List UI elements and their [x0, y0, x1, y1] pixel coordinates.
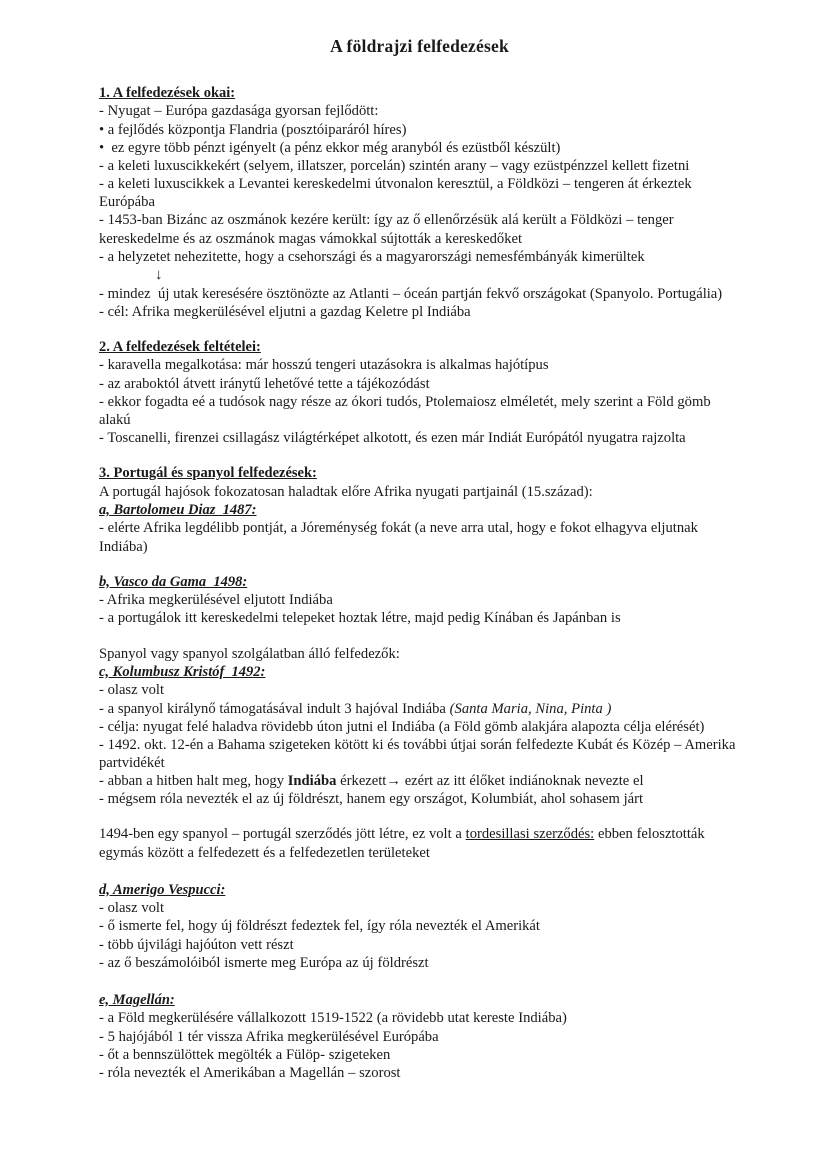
- body-line: - elérte Afrika legdélibb pontját, a Jóreménység fokát (a neve arra utal, hogy e fokot elhagyva eljutnak Indiába): [99, 520, 702, 555]
- subsection-heading-vespucci: d, Amerigo Vespucci:: [99, 881, 226, 898]
- treaty-prefix: 1494-ben egy spanyol – portugál szerződés jött létre, ez volt a: [99, 826, 466, 843]
- section-heading: 3. Portugál és spanyol felfedezések:: [99, 465, 317, 482]
- body-line: - Toscanelli, firenzei csillagász világtérképet alkotott, és ezen már Indiát Európától nyugatra rajzolta: [99, 430, 686, 447]
- body-line: - a keleti luxuscikkek a Levantei kereskedelmi útvonalon keresztül, a Földközi – tengeren át érkeztek Európába: [99, 176, 696, 211]
- body-line: - a Föld megkerülésére vállalkozott 1519-1522 (a rövidebb utat kereste Indiába): [99, 1010, 567, 1027]
- subsection-spacer: [99, 556, 740, 573]
- subsection-spacer: [99, 972, 740, 991]
- section-okai: [99, 84, 740, 321]
- subsection-heading-gama: b, Vasco da Gama 1498:: [99, 573, 248, 590]
- treaty-paragraph: [99, 825, 740, 861]
- body-line: - ő ismerte fel, hogy új földrészt fedeztek fel, így róla nevezték el Amerikát: [99, 918, 540, 935]
- body-line: - Afrika megkerülésével eljutott Indiába: [99, 592, 333, 609]
- bullet-line: • ez egyre több pénzt igényelt (a pénz ekkor még aranyból és ezüstből készült): [99, 139, 561, 156]
- line-prefix: - abban a hitben halt meg, hogy: [99, 773, 288, 790]
- subsection-spacer: [99, 628, 740, 645]
- down-arrow-icon: ↓: [155, 266, 163, 283]
- emphasis-indiaba: Indiába: [287, 773, 337, 790]
- paragraph-spacer: [99, 808, 740, 825]
- line-prefix: - a spanyol királynő támogatásával indult 3 hajóval Indiába: [99, 700, 450, 717]
- body-line: - ekkor fogadta eé a tudósok nagy része az ókori tudós, Ptolemaiosz elméletét, mely szerint a Föld gömb alakú: [99, 393, 715, 428]
- section-spacer: [99, 447, 740, 464]
- body-line: - az ő beszámolóiból ismerte meg Európa az új földrészt: [99, 954, 429, 971]
- body-line: - az araboktól átvett iránytű lehetővé tette a tájékozódást: [99, 375, 430, 392]
- line-suffix: érkezett→ ezért az itt élőket indiánoknak nevezte el: [336, 773, 644, 790]
- body-line: - 1453-ban Bizánc az oszmánok kezére került: így az ő ellenőrzésük alá került a Földközi – tenger kereskedelme és az oszmánok magas vámokkal sújtották a kereskedőket: [99, 212, 678, 247]
- body-line: - róla nevezték el Amerikában a Magellán – szorost: [99, 1064, 401, 1081]
- treaty-suffix: ebben felosztották egymás között a felfedezett és a felfedezetlen területeket: [99, 826, 709, 861]
- ship-names-italic: (Santa Maria, Nina, Pinta ): [449, 700, 612, 717]
- body-line: - célja: nyugat felé haladva rövidebb úton jutni el Indiába (a Föld gömb alakjára alapozta célja elérését): [99, 718, 705, 735]
- body-line: - olasz volt: [99, 900, 165, 917]
- body-line: - 1492. okt. 12-én a Bahama szigeteken kötött ki és további útjai során felfedezte Kubát és Közép – Amerika partvidékét: [99, 736, 740, 771]
- body-line: [99, 700, 740, 718]
- body-line: - őt a bennszülöttek megölték a Fülöp- szigeteken: [99, 1046, 391, 1063]
- subsection-heading-kolumbusz: c, Kolumbusz Kristóf 1492:: [99, 663, 266, 680]
- section-spacer: [99, 321, 740, 338]
- body-line: - a keleti luxuscikkekért (selyem, illatszer, porcelán) szintén arany – vagy ezüstpénzzel kellett fizetni: [99, 157, 690, 174]
- section-portugal-spanyol: [99, 464, 740, 1082]
- body-line: A portugál hajósok fokozatosan haladtak előre Afrika nyugati partjainál (15.század):: [99, 483, 593, 500]
- body-line: - több újvilági hajóúton vett részt: [99, 936, 294, 953]
- body-line: - Nyugat – Európa gazdasága gyorsan fejlődött:: [99, 103, 379, 120]
- treaty-name-underlined: tordesillasi szerződés:: [465, 826, 595, 843]
- section-feltetelei: [99, 338, 740, 447]
- body-line: - a helyzetet nehezitette, hogy a csehországi és a magyarországi nemesfémbányák kimerültek: [99, 248, 645, 265]
- body-line: [99, 772, 740, 790]
- body-line: - 5 hajójából 1 tér vissza Afrika megkerülésével Európába: [99, 1028, 439, 1045]
- body-line: - karavella megalkotása: már hosszú tengeri utazásokra is alkalmas hajótípus: [99, 357, 549, 374]
- page-title: A földrajzi felfedezések: [330, 36, 509, 56]
- spanish-intro-line: Spanyol vagy spanyol szolgálatban álló felfedezők:: [99, 645, 400, 662]
- body-line: - mindez új utak keresésére ösztönözte az Atlanti – óceán partján fekvő országokat (Spanyolo. Portugália): [99, 285, 723, 302]
- section-heading: 1. A felfedezések okai:: [99, 84, 236, 101]
- subsection-heading-magellan: e, Magellán:: [99, 991, 175, 1008]
- subsection-spacer: [99, 862, 740, 881]
- body-line: - cél: Afrika megkerülésével eljutni a gazdag Keletre pl Indiába: [99, 303, 471, 320]
- bullet-line: • a fejlődés központja Flandria (posztóiparáról híres): [99, 121, 407, 138]
- body-line: - mégsem róla nevezték el az új földrészt, hanem egy országot, Kolumbiát, ahol sohasem járt: [99, 791, 644, 808]
- body-line: - olasz volt: [99, 682, 165, 699]
- body-line: - a portugálok itt kereskedelmi telepeket hoztak létre, majd pedig Kínában és Japánban is: [99, 610, 621, 627]
- subsection-heading-diaz: a, Bartolomeu Diaz 1487:: [99, 501, 257, 518]
- section-heading: 2. A felfedezések feltételei:: [99, 338, 261, 355]
